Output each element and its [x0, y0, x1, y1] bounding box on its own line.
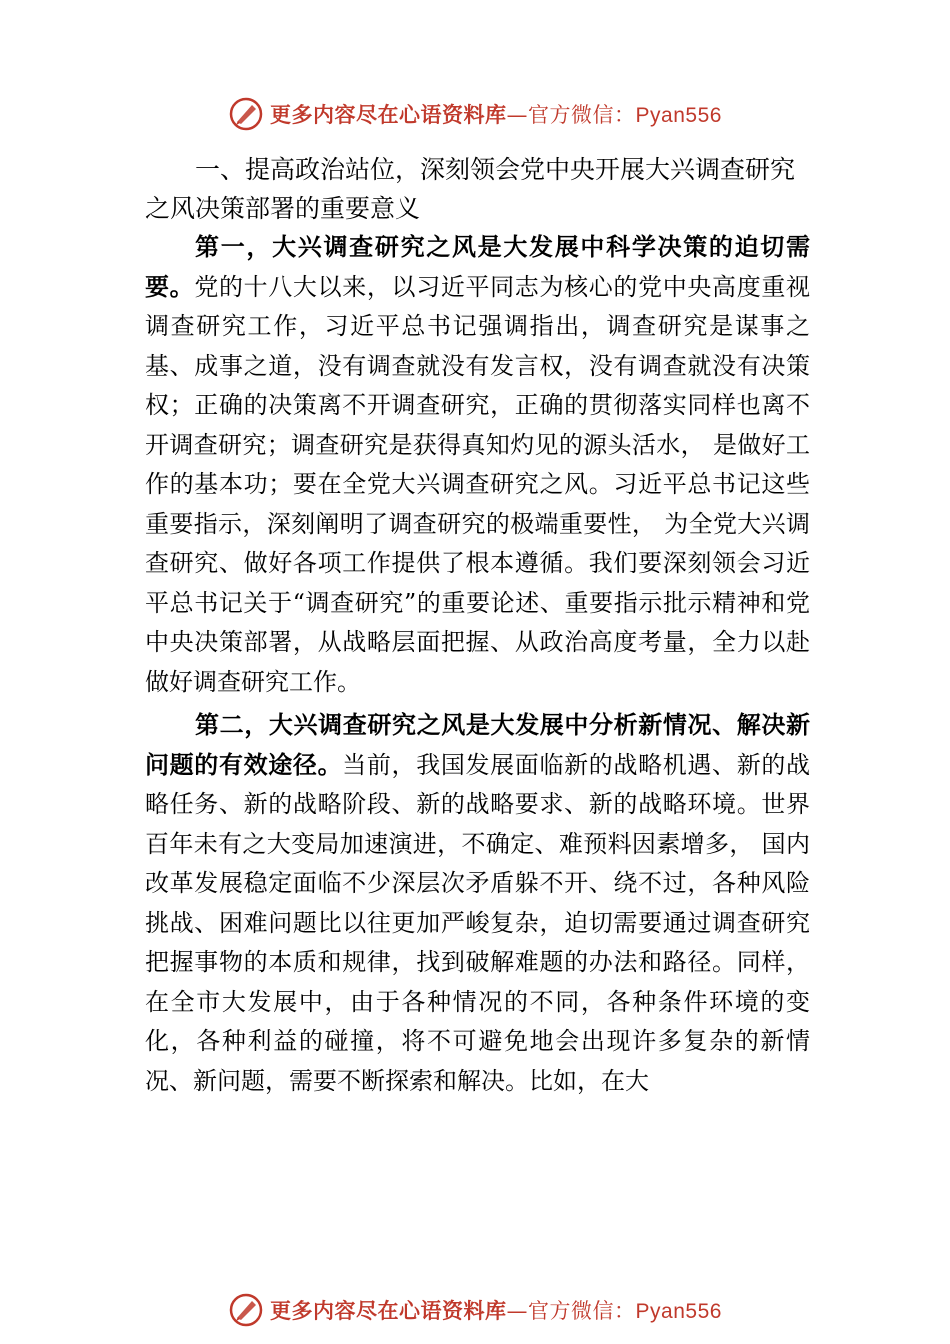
paragraph-1: [145, 228, 810, 702]
banner-label: 官方微信：: [528, 103, 636, 127]
banner-wechat-id: Pyan556: [635, 104, 722, 127]
banner-wechat-id: Pyan556: [635, 1300, 722, 1323]
paragraph-2-lead: 第二，大兴调查研究之风是大发展中分析新情况、解决新问题的有效途径。: [145, 711, 810, 779]
paragraph-1-body: 党的十八大以来，以习近平同志为核心的党中央高度重视调查研究工作，习近平总书记强调指出，调查研究是谋事之基、成事之道，没有调查就没有发言权，没有调查就没有决策权；正确的决策离不开调查研究，正确的贯彻落实同样也离不开调查研究；调查研究是获得真知灼见的源头活水， 是做好工作的基本功；要在全党大兴调查研究之风。习近平总书记这些重要指示，深刻阐明了调查研究的极端重要性， 为全党大兴调查研究、做好各项工作提供了根本遵循。我们要深刻领会习近平总书记关于“调查研究”的重要论述、重要指示批示精神和党中央决策部署，从战略层面把握、从政治高度考量，全力以赴做好调查研究工作。: [145, 272, 811, 696]
banner-dash: —: [506, 103, 529, 127]
banner-text: [270, 99, 722, 129]
paragraph-2-body: 当前，我国发展面临新的战略机遇、新的战略任务、新的战略阶段、新的战略要求、新的战略环境。世界百年未有之大变局加速演进，不确定、难预料因素增多， 国内改革发展稳定面临不少深层次矛盾躲不开、绕不过，各种风险挑战、困难问题比以往更加严峻复杂，迫切需要通过调查研究把握事物的本质和规律，找到破解难题的办法和路径。同样，在全市大发展中，由于各种情况的不同，各种条件环境的变化，各种利益的碰撞，将不可避免地会出现许多复杂的新情况、新问题，需要不断探索和解决。比如，在大: [145, 750, 811, 1095]
paragraph-2: [145, 706, 810, 1101]
banner-text: [270, 1295, 722, 1325]
banner-brand: 更多内容尽在心语资料库: [270, 103, 507, 127]
banner-dash: —: [506, 1299, 529, 1323]
brand-logo-icon: [228, 1292, 264, 1328]
section-heading: 一、提高政治站位，深刻领会党中央开展大兴调查研究之风决策部署的重要意义: [145, 155, 796, 223]
paragraph-1-lead: 第一，大兴调查研究之风是大发展中科学决策的迫切需要。: [145, 233, 810, 301]
document-body: [145, 150, 810, 1101]
banner-brand: 更多内容尽在心语资料库: [270, 1299, 507, 1323]
footer-banner: [0, 1290, 950, 1330]
banner-label: 官方微信：: [528, 1299, 636, 1323]
brand-logo-icon: [228, 96, 264, 132]
header-banner: [0, 94, 950, 134]
